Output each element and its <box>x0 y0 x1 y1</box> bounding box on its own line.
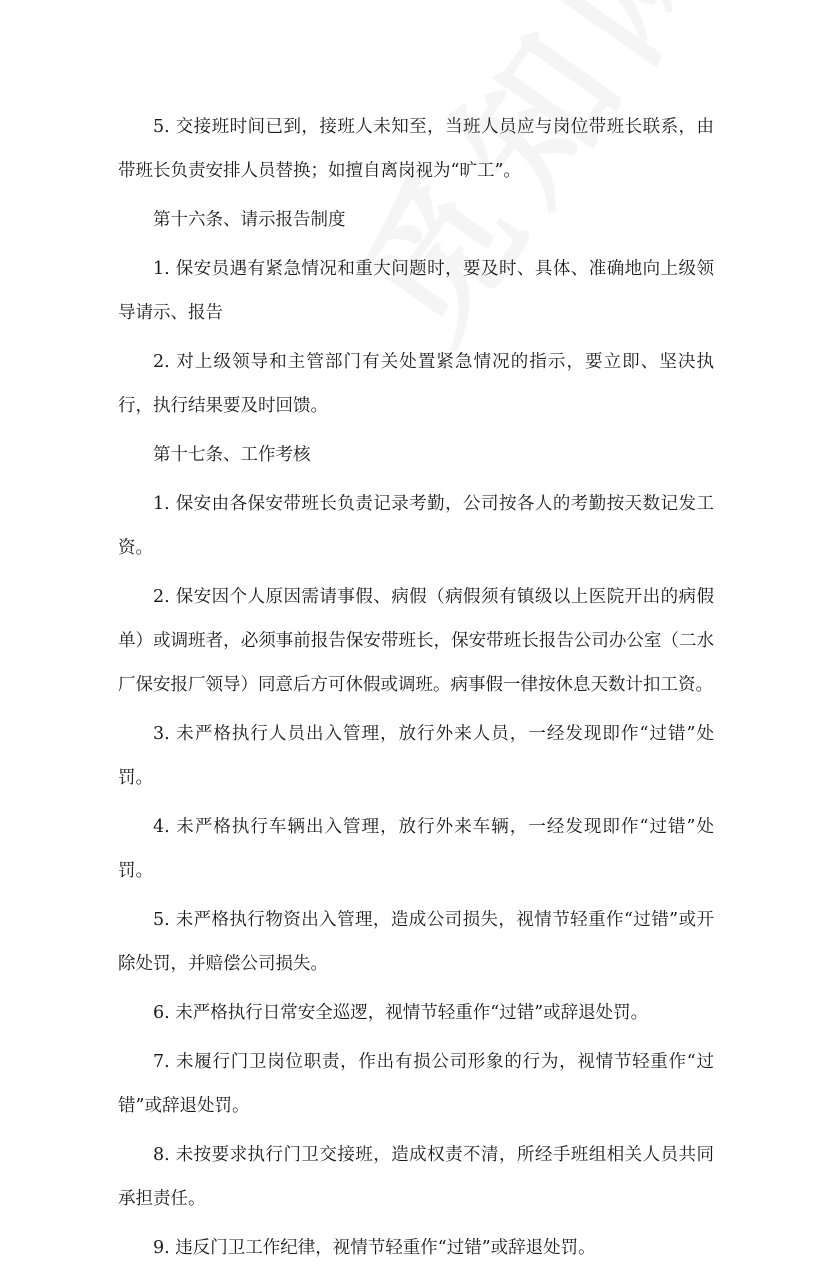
document-body <box>118 105 714 1275</box>
paragraph-item-5-materials: 5. 未严格执行物资出入管理，造成公司损失，视情节轻重作“过错”或开除处罚，并赔偿公司损失。 <box>118 910 714 974</box>
paragraph-item-7-duties: 7. 未履行门卫岗位职责，作出有损公司形象的行为，视情节轻重作“过错”或辞退处罚。 <box>118 1052 714 1116</box>
section-heading-article-16: 第十六条、请示报告制度 <box>153 210 346 230</box>
paragraph-item-8-shift-handover: 8. 未按要求执行门卫交接班，造成权责不清，所经手班组相关人员共同承担责任。 <box>118 1145 714 1209</box>
paragraph-item-3-personnel: 3. 未严格执行人员出入管理，放行外来人员，一经发现即作“过错”处罚。 <box>118 724 714 788</box>
paragraph-item-1-attendance: 1. 保安由各保安带班长负责记录考勤，公司按各人的考勤按天数记发工资。 <box>118 494 714 558</box>
paragraph-item-2-leave: 2. 保安因个人原因需请事假、病假（病假须有镇级以上医院开出的病假单）或调班者，必须事前报告保安带班长，保安带班长报告公司办公室（二水厂保安报厂领导）同意后方可休假或调班。病事假一律按休息天数计扣工资。 <box>118 587 714 695</box>
paragraph-item-9-discipline: 9. 违反门卫工作纪律，视情节轻重作“过错”或辞退处罚。 <box>153 1238 596 1258</box>
paragraph-item-2-instructions: 2. 对上级领导和主管部门有关处置紧急情况的指示，要立即、坚决执行，执行结果要及时回馈。 <box>118 352 714 416</box>
paragraph-item-6-patrol: 6. 未严格执行日常安全巡逻，视情节轻重作“过错”或辞退处罚。 <box>153 1003 649 1023</box>
paragraph-item-1-emergency: 1. 保安员遇有紧急情况和重大问题时，要及时、具体、准确地向上级领导请示、报告 <box>118 259 714 323</box>
paragraph-item-5-handover: 5. 交接班时间已到，接班人未知至，当班人员应与岗位带班长联系，由带班长负责安排人员替换；如擅自离岗视为“旷工”。 <box>118 117 714 181</box>
section-heading-article-17: 第十七条、工作考核 <box>153 445 311 465</box>
paragraph-item-4-vehicles: 4. 未严格执行车辆出入管理，放行外来车辆，一经发现即作“过错”处罚。 <box>118 817 714 881</box>
